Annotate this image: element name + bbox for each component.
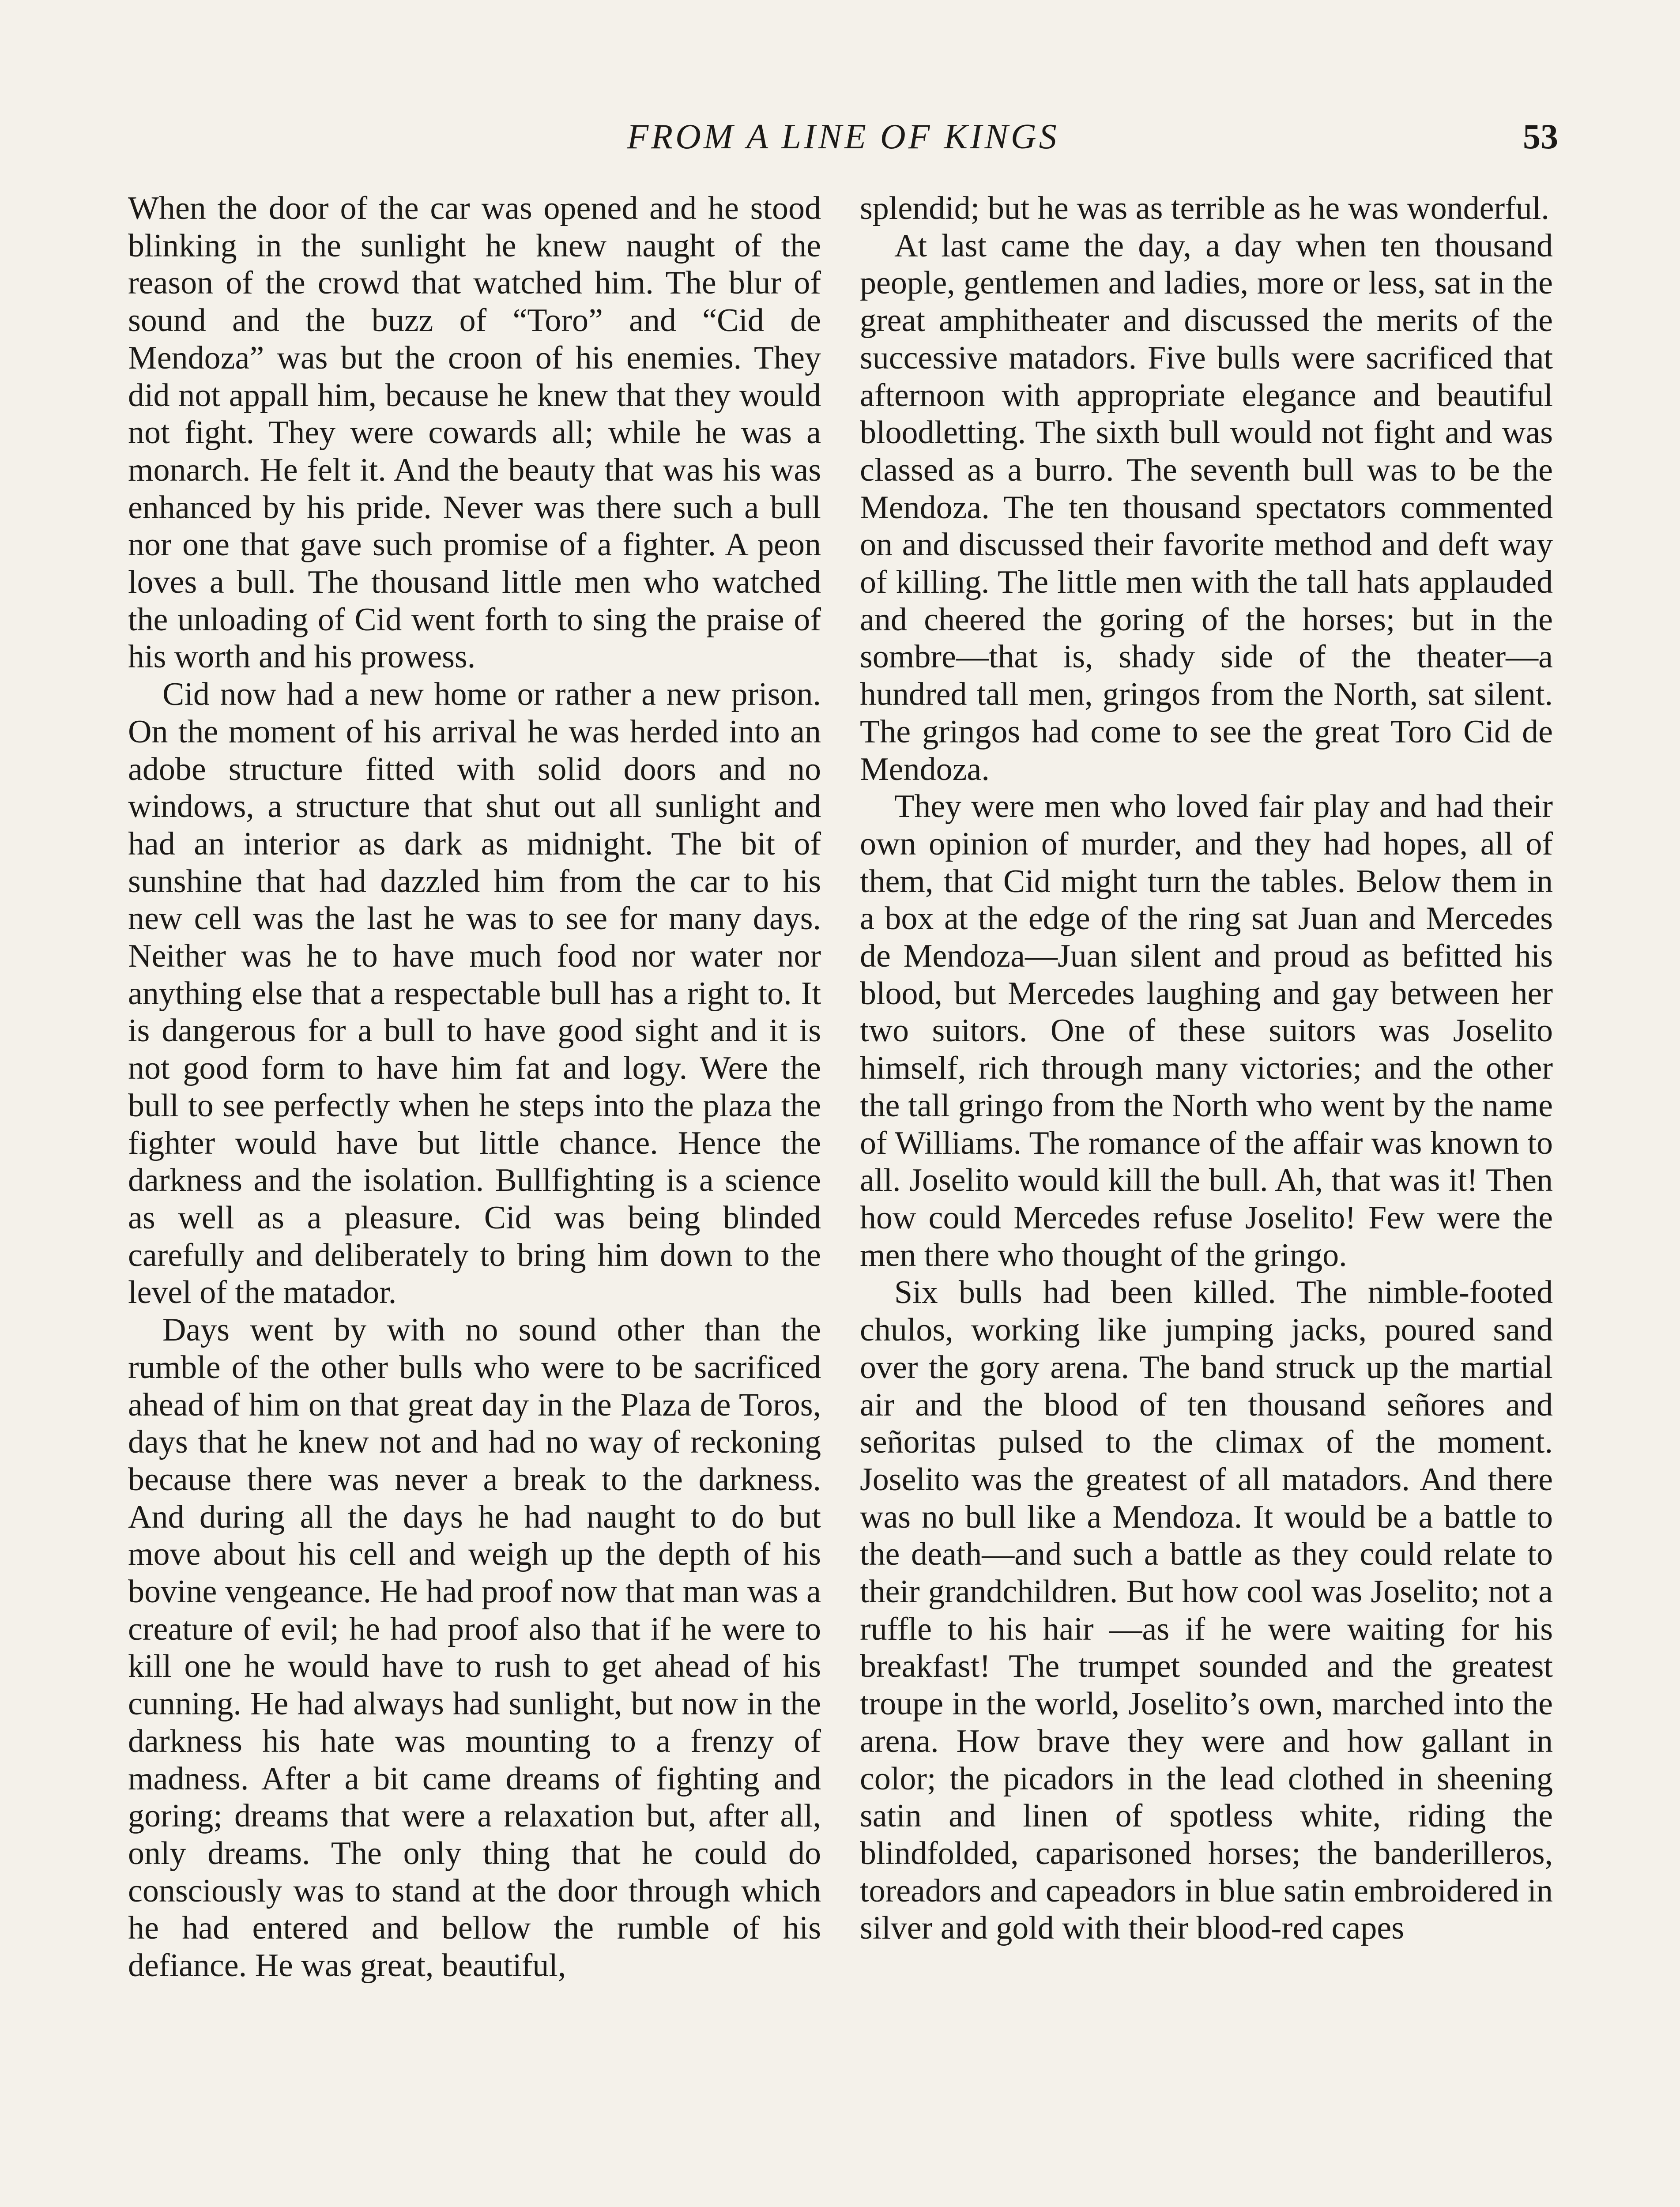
- right-column: [860, 190, 1553, 1947]
- running-title: FROM A LINE OF KINGS: [627, 117, 1059, 156]
- paragraph: They were men who loved fair play and had their own opinion of murder, and they had hopes, all of them, that Cid might turn the tables. Below them in a box at the edge of the ring sat Juan and Mercedes de Mendoza—Juan silent and proud as befitted his blood, but Mercedes laughing and gay between her two suitors. One of these suitors was Joselito himself, rich through many victories; and the other the tall gringo from the North who went by the name of Williams. The romance of the affair was known to all. Joselito would kill the bull. Ah, that was it! Then how could Mercedes refuse Joselito! Few were the men there who thought of the gringo.: [860, 788, 1553, 1273]
- paragraph: Days went by with no sound other than the rumble of the other bulls who were to be sacrificed ahead of him on that great day in the Plaza de Toros, days that he knew not and had no way of reckoning because there was never a break to the darkness. And during all the days he had naught to do but move about his cell and weigh up the depth of his bovine vengeance. He had proof now that man was a creature of evil; he had proof also that if he were to kill one he would have to rush to get ahead of his cunning. He had always had sunlight, but now in the darkness his hate was mounting to a frenzy of madness. After a bit came dreams of fighting and goring; dreams that were a relaxation but, after all, only dreams. The only thing that he could do consciously was to stand at the door through which he had entered and bellow the rumble of his defiance. He was great, beautiful,: [128, 1312, 821, 1984]
- paragraph: splendid; but he was as terrible as he was wonderful.: [860, 190, 1549, 226]
- page-number: 53: [1523, 117, 1558, 156]
- page-header: [128, 113, 1558, 161]
- paragraph: Cid now had a new home or rather a new prison. On the moment of his arrival he was herded into an adobe structure fitted with solid doors and no windows, a structure that shut out all sunlight and had an interior as dark as midnight. The bit of sunshine that had dazzled him from the car to his new cell was the last he was to see for many days. Neither was he to have much food nor water nor anything else that a respectable bull has a right to. It is dangerous for a bull to have good sight and it is not good form to have him fat and logy. Were the bull to see perfectly when he steps into the plaza the fighter would have but little chance. Hence the darkness and the isolation. Bullfighting is a science as well as a pleasure. Cid was being blinded carefully and deliberately to bring him down to the level of the matador.: [128, 676, 821, 1311]
- paragraph: When the door of the car was opened and he stood blinking in the sunlight he knew naught of the reason of the crowd that watched him. The blur of sound and the buzz of “Toro” and “Cid de Mendoza” was but the croon of his enemies. They did not appall him, because he knew that they would not fight. They were cowards all; while he was a monarch. He felt it. And the beauty that was his was enhanced by his pride. Never was there such a bull nor one that gave such promise of a fighter. A peon loves a bull. The thousand little men who watched the unloading of Cid went forth to sing the praise of his worth and his prowess.: [128, 190, 821, 675]
- paragraph: Six bulls had been killed. The nimble-footed chulos, working like jumping jacks, poured sand over the gory arena. The band struck up the martial air and the blood of ten thousand señores and señoritas pulsed to the climax of the moment. Joselito was the greatest of all matadors. And there was no bull like a Mendoza. It would be a battle to the death—and such a battle as they could relate to their grandchildren. But how cool was Joselito; not a ruffle to his hair —as if he were waiting for his breakfast! The trumpet sounded and the greatest troupe in the world, Joselito’s own, marched into the arena. How brave they were and how gallant in color; the picadors in the lead clothed in sheening satin and linen of spotless white, riding the blindfolded, caparisoned horses; the banderilleros, toreadors and capeadors in blue satin embroidered in silver and gold with their blood-red capes: [860, 1274, 1553, 1947]
- left-column: [128, 190, 821, 1985]
- paragraph: At last came the day, a day when ten thousand people, gentlemen and ladies, more or less, sat in the great amphitheater and discussed the merits of the successive matadors. Five bulls were sacrificed that afternoon with appropriate elegance and beautiful bloodletting. The sixth bull would not fight and was classed as a burro. The seventh bull was to be the Mendoza. The ten thousand spectators commented on and discussed their favorite method and deft way of killing. The little men with the tall hats applauded and cheered the goring of the horses; but in the sombre—that is, shady side of the theater—a hundred tall men, gringos from the North, sat silent. The gringos had come to see the great Toro Cid de Mendoza.: [860, 227, 1553, 787]
